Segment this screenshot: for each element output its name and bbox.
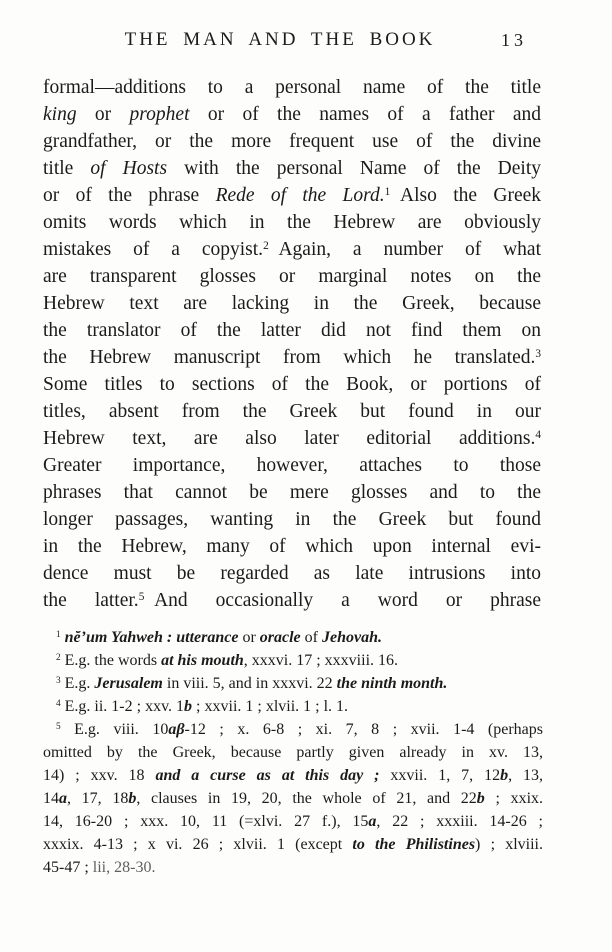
text-segment: a (59, 790, 67, 807)
text-line (43, 290, 541, 317)
text-line (43, 479, 541, 506)
text-segment: the Hebrew manuscript from which he translated. (43, 347, 536, 368)
text-segment: to the Philistines (352, 836, 476, 853)
text-segment: longer passages, wanting in the Greek but found (43, 509, 541, 530)
text-segment: -12 ; x. 6-8 ; xi. 7, 8 ; xvii. 1-4 (perhaps (184, 721, 544, 738)
footnote-marker: 2 (263, 240, 269, 253)
text-line (43, 833, 543, 856)
text-line (43, 101, 541, 128)
text-segment: the ninth month. (336, 675, 448, 692)
footnote-1 (43, 626, 543, 649)
text-segment: of (300, 629, 322, 646)
text-segment: Hebrew text, are also later editorial additions. (43, 428, 536, 449)
text-segment: E.g. ii. 1-2 ; xxv. 1 (60, 698, 185, 715)
footnote-marker: 2 (56, 653, 61, 664)
text-line (43, 182, 541, 209)
text-segment: b (128, 790, 137, 807)
text-segment: , 13, (508, 767, 544, 784)
text-segment: , 17, 18 (67, 790, 129, 807)
text-segment: xxxix. 4-13 ; x vi. 26 ; xlvii. 1 (except (43, 836, 353, 853)
text-segment: in the Hebrew, many of which upon internal evi- (43, 536, 541, 557)
text-segment: the translator of the latter did not find them on (43, 320, 541, 341)
text-segment: E.g. (60, 675, 95, 692)
text-segment: Again, a number of what (268, 239, 541, 260)
text-line (43, 695, 543, 718)
text-line (43, 398, 541, 425)
text-segment: and a curse as at this day ; (155, 767, 380, 784)
text-segment: with the personal Name of the Deity (167, 158, 541, 179)
text-segment: Jerusalem (94, 675, 163, 692)
text-line (43, 787, 543, 810)
text-segment: or (76, 104, 130, 125)
footnote-marker: 5 (56, 722, 61, 733)
footnote-4 (43, 695, 543, 718)
text-segment: Rede of the Lord. (215, 185, 385, 206)
text-segment: Jehovah. (321, 629, 382, 646)
text-line (43, 263, 541, 290)
text-line (43, 236, 541, 263)
text-segment: oracle (259, 629, 301, 646)
text-segment: ; xxix. (484, 790, 544, 807)
text-line (43, 155, 541, 182)
text-segment: a (368, 813, 377, 830)
text-segment: And occasionally a word or phrase (144, 590, 541, 611)
text-segment: b (500, 767, 509, 784)
text-line (43, 209, 541, 236)
text-segment: of Hosts (90, 158, 168, 179)
text-segment: grandfather, or the more frequent use of the divine (43, 131, 541, 152)
text-line (43, 764, 543, 787)
text-segment: nĕ’um Yahweh : utterance (64, 629, 239, 646)
text-line (43, 506, 541, 533)
text-line (43, 317, 541, 344)
page-number: 13 (501, 30, 527, 50)
text-segment: ) ; xlviii. (475, 836, 543, 853)
text-segment: E.g. viii. 10 (60, 721, 169, 738)
footnote-marker: 3 (535, 348, 541, 361)
text-segment: b (476, 790, 485, 807)
text-segment: formal—additions to a personal name of the title (43, 77, 541, 98)
text-segment: Hebrew text are lacking in the Greek, because (43, 293, 541, 314)
text-segment: the latter. (43, 590, 139, 611)
text-segment: phrases that cannot be mere glosses and to the (43, 482, 541, 503)
footnote-marker: 4 (535, 429, 541, 442)
text-line (43, 371, 541, 398)
text-segment: prophet (129, 104, 190, 125)
footnote-marker: 3 (56, 676, 61, 687)
text-segment: or of the names of a father and (189, 104, 541, 125)
footnote-2 (43, 649, 543, 672)
text-segment: , 22 ; xxxiii. 14-26 ; (376, 813, 544, 830)
text-segment: omitted by the Greek, because partly given already in xv. 13, (43, 744, 543, 761)
text-segment: or of the phrase (43, 185, 216, 206)
text-segment: mistakes of a copyist. (43, 239, 264, 260)
footnotes (43, 626, 543, 879)
footnote-marker: 1 (384, 186, 391, 199)
text-line (43, 649, 543, 672)
text-segment: 14) ; xxv. 18 (43, 767, 156, 784)
text-line (43, 587, 541, 614)
text-line (43, 560, 541, 587)
text-segment: 14, 16-20 ; xxx. 10, 11 (=xlvi. 27 f.), 15 (43, 813, 369, 830)
text-segment: titles, absent from the Greek but found in our (43, 401, 541, 422)
text-segment: b (184, 698, 193, 715)
text-segment: in viii. 5, and in xxxvi. 22 (162, 675, 337, 692)
footnote-5 (43, 718, 543, 879)
text-line (43, 626, 543, 649)
text-segment: Greater importance, however, attaches to those (43, 455, 541, 476)
text-segment: dence must be regarded as late intrusions into (43, 563, 541, 584)
running-title: THE MAN AND THE BOOK (124, 29, 436, 50)
text-segment: or (238, 629, 260, 646)
text-segment: king (43, 104, 77, 125)
text-segment: xxvii. 1, 7, 12 (379, 767, 501, 784)
footnote-marker: 1 (56, 630, 61, 641)
text-segment: ; xxvii. 1 ; xlvii. 1 ; l. 1. (192, 698, 349, 715)
text-line (43, 452, 541, 479)
text-segment: 14 (43, 790, 59, 807)
footnote-3 (43, 672, 543, 695)
text-segment: E.g. the words (60, 652, 162, 669)
body-text (43, 74, 541, 614)
page-header (43, 29, 541, 53)
text-line (43, 810, 543, 833)
text-segment: are transparent glosses or marginal notes on the (43, 266, 541, 287)
footnote-marker: 4 (56, 699, 61, 710)
text-segment: 45-47 ; (43, 859, 93, 876)
text-segment: , xxxvi. 17 ; xxxviii. 16. (243, 652, 399, 669)
text-line (43, 344, 541, 371)
text-segment: omits words which in the Hebrew are obviously (43, 212, 541, 233)
text-line (43, 74, 541, 101)
text-segment: , clauses in 19, 20, the whole of 21, and 22 (136, 790, 477, 807)
text-line (43, 425, 541, 452)
text-segment: title (43, 158, 91, 179)
text-line (43, 741, 543, 764)
text-segment: aβ (168, 721, 185, 738)
text-line (43, 533, 541, 560)
text-line (43, 672, 543, 695)
footnote-marker: 5 (138, 591, 145, 604)
text-line (43, 128, 541, 155)
text-line (43, 718, 543, 741)
text-segment: at his mouth (161, 652, 244, 669)
text-line (43, 856, 543, 879)
text-segment: Also the Greek (390, 185, 542, 206)
text-segment: Some titles to sections of the Book, or portions of (43, 374, 541, 395)
text-segment: lii, 28-30. (92, 859, 156, 876)
